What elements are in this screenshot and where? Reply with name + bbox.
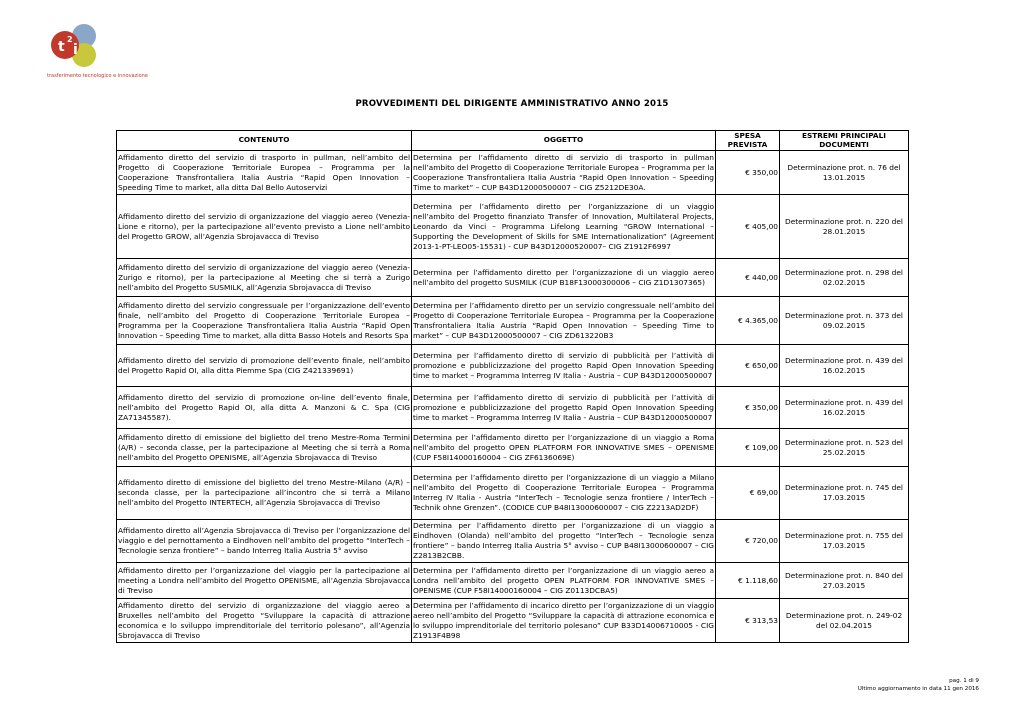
table-row (117, 259, 909, 297)
cell-spesa: € 313,53 (716, 599, 780, 643)
cell-contenuto: Affidamento diretto all’Agenzia Sbrojavacca di Treviso per l’organizzazione del viaggio e del pernottamento a Eindhoven nell’ambito del progetto “InterTech – Tecnologie senza frontiere” – bando Interreg Italia Austria 5° avviso (117, 520, 412, 563)
page-footer (858, 677, 979, 693)
table-row (117, 151, 909, 195)
cell-oggetto: Determina per l’affidamento diretto per l’organizzazione di un viaggio nell’ambito del Progetto finanziato Transfer of Innovation, Multilateral Projects, Leonardo da Vinci – Programma Lifelong Learning “GROW International – Supporting the Development of Skills for SME Internationalization” (Agreement 2013-1-PT-LEO05-15531) - CUP B43D12000520007– CIG Z1912F6997 (412, 195, 716, 259)
cell-oggetto: Determina per l’affidamento diretto per un servizio congressuale nell’ambito del Progetto di Cooperazione Territoriale Europea – Programma per la Cooperazione Transfrontaliera Italia Austria “Rapid Open Innovation – Speeding Time to market” – CUP B43D12000500007 – CIG ZD613220B3 (412, 297, 716, 345)
cell-spesa: € 109,00 (716, 429, 780, 467)
cell-estremi: Determinazione prot. n. 76 del 13.01.2015 (780, 151, 909, 195)
table-row (117, 520, 909, 563)
document-title: PROVVEDIMENTI DEL DIRIGENTE AMMINISTRATIVO ANNO 2015 (355, 99, 669, 109)
cell-spesa: € 4.365,00 (716, 297, 780, 345)
provvedimenti-table (116, 130, 909, 643)
cell-estremi: Determinazione prot. n. 755 del 17.03.2015 (780, 520, 909, 563)
cell-oggetto: Determina per l’affidamento diretto per l’organizzazione di un viaggio a Eindhoven (Olanda) nell’ambito del progetto “InterTech – Tecnologie senza frontiere” – bando Interreg Italia Austria 5° avviso – CUP B48I13000600007 – CIG Z2813B2CBB. (412, 520, 716, 563)
cell-oggetto: Determina per l’affidamento diretto per l’organizzazione di un viaggio aereo a Londra nell’ambito del progetto OPEN PLATFORM FOR INNOVATIVE SMES – OPENISME (CUP F58I14000160004 – CIG Z0113DCBA5) (412, 563, 716, 599)
cell-oggetto: Determina per l’affidamento diretto di servizio di pubblicità per l’attività di promozione e pubblicizzazione del progetto Rapid Open Innovation Speeding time to market – Programma Interreg IV Italia - Austria – CUP B43D12000500007 (412, 345, 716, 387)
header-spesa: SPESA PREVISTA (716, 131, 780, 151)
cell-contenuto: Affidamento diretto del servizio di promozione on-line dell’evento finale, nell’ambito del Progetto Rapid OI, alla ditta A. Manzoni & C. Spa (CIG ZA71345587). (117, 387, 412, 429)
cell-estremi: Determinazione prot. n. 745 del 17.03.2015 (780, 467, 909, 520)
cell-estremi: Determinazione prot. n. 439 del 16.02.2015 (780, 387, 909, 429)
cell-oggetto: Determina per l’affidamento diretto di servizio di pubblicità per l’attività di promozione e pubblicizzazione del progetto Rapid Open Innovation Speeding time to market – Programma Interreg IV Italia - Austria – CUP B43D12000500007 (412, 387, 716, 429)
header-estremi: ESTREMI PRINCIPALI DOCUMENTI (780, 131, 909, 151)
cell-spesa: € 350,00 (716, 387, 780, 429)
cell-estremi: Determinazione prot. n. 220 del 28.01.2015 (780, 195, 909, 259)
table-row (117, 195, 909, 259)
header-contenuto: CONTENUTO (117, 131, 412, 151)
cell-spesa: € 1.118,60 (716, 563, 780, 599)
table-row (117, 599, 909, 643)
table-row (117, 297, 909, 345)
cell-estremi: Determinazione prot. n. 523 del 25.02.2015 (780, 429, 909, 467)
cell-contenuto: Affidamento diretto del servizio di organizzazione del viaggio aereo (Venezia-Zurigo e ritorno), per la partecipazione al Meeting che si terrà a Zurigo nell’ambito del Progetto SUSMILK, all’Agenzia Sbrojavacca di Treviso (117, 259, 412, 297)
cell-spesa: € 350,00 (716, 151, 780, 195)
cell-contenuto: Affidamento diretto del servizio di organizzazione del viaggio aereo a Bruxelles nell’ambito del Progetto “Sviluppare la capacità di attrazione economica e lo sviluppo imprenditoriale del territorio polesano”, all’Agenzia Sbrojavacca di Treviso (117, 599, 412, 643)
cell-contenuto: Affidamento diretto del servizio di organizzazione del viaggio aereo (Venezia-Lione e ritorno), per la partecipazione all’evento previsto a Lione nell’ambito del Progetto GROW, all’Agenzia Sbrojavacca di Treviso (117, 195, 412, 259)
cell-contenuto: Affidamento diretto del servizio di promozione dell’evento finale, nell’ambito del Progetto Rapid OI, alla ditta Piemme Spa (CIG Z421339691) (117, 345, 412, 387)
cell-contenuto: Affidamento diretto per l’organizzazione del viaggio per la partecipazione al meeting a Londra nell’ambito del Progetto OPENISME, all’Agenzia Sbrojavacca di Treviso (117, 563, 412, 599)
cell-estremi: Determinazione prot. n. 373 del 09.02.2015 (780, 297, 909, 345)
cell-contenuto: Affidamento diretto di emissione del biglietto del treno Mestre-Roma Termini (A/R) – seconda classe, per la partecipazione al Meeting che si terrà a Roma nell’ambito del Progetto OPENISME, all’Agenzia Sbrojavacca di Treviso (117, 429, 412, 467)
cell-spesa: € 405,00 (716, 195, 780, 259)
svg-text:i: i (73, 42, 78, 58)
table-row (117, 387, 909, 429)
svg-text:2: 2 (67, 35, 73, 44)
header-oggetto: OGGETTO (412, 131, 716, 151)
table-row (117, 563, 909, 599)
cell-spesa: € 720,00 (716, 520, 780, 563)
cell-spesa: € 650,00 (716, 345, 780, 387)
table-row (117, 429, 909, 467)
last-updated: Ultimo aggiornamento in data 11 gen 2016 (857, 686, 979, 692)
table-row (117, 345, 909, 387)
cell-estremi: Determinazione prot. n. 249-02 del 02.04.2015 (780, 599, 909, 643)
cell-estremi: Determinazione prot. n. 298 del 02.02.2015 (780, 259, 909, 297)
t2i-logo (44, 22, 100, 70)
cell-oggetto: Determina per l’affidamento diretto per l’organizzazione di un viaggio a Milano nell’ambito del Progetto di Cooperazione Territoriale Europea – Programma Interreg IV Italia - Austria “InterTech – Tecnologie senza frontiere / InterTech – Technik ohne Grenzen”. (CODICE CUP B48I13000600007 – CIG Z2213AD2DF) (412, 467, 716, 520)
logo-caption: trasferimento tecnologico e innovazione (47, 73, 148, 79)
cell-contenuto: Affidamento diretto di emissione del biglietto del treno Mestre-Milano (A/R) – seconda classe, per la partecipazione all’incontro che si terrà a Milano nell’ambito del Progetto INTERTECH, all’Agenzia Sbrojavacca di Treviso (117, 467, 412, 520)
cell-estremi: Determinazione prot. n. 439 del 16.02.2015 (780, 345, 909, 387)
cell-estremi: Determinazione prot. n. 840 del 27.03.2015 (780, 563, 909, 599)
cell-oggetto: Determina per l’affidamento diretto per l’organizzazione di un viaggio a Roma nell’ambito del progetto OPEN PLATFORM FOR INNOVATIVE SMES – OPENISME (CUP F58I14000160004 – CIG ZF6136069E) (412, 429, 716, 467)
cell-oggetto: Determina per l’affidamento diretto per l’organizzazione di un viaggio aereo nell’ambito del progetto SUSMILK (CUP B18F13000300006 – CIG Z1D1307365) (412, 259, 716, 297)
cell-oggetto: Determina per l’affidamento diretto di servizio di trasporto in pullman nell’ambito del Progetto di Cooperazione Territoriale Europea – Programma per la Cooperazione Transfrontaliera Italia Austria “Rapid Open Innovation – Speeding Time to market” – CUP B43D12000500007 – CIG Z5212DE30A. (412, 151, 716, 195)
cell-contenuto: Affidamento diretto del servizio di trasporto in pullman, nell’ambito del Progetto di Cooperazione Territoriale Europea – Programma per la Cooperazione Transfrontaliera Italia Austria “Rapid Open Innovation – Speeding Time to market, alla ditta Dal Bello Autoservizi (117, 151, 412, 195)
cell-contenuto: Affidamento diretto del servizio congressuale per l’organizzazione dell’evento finale, nell’ambito del Progetto di Cooperazione Territoriale Europea – Programma per la Cooperazione Transfrontaliera Italia Austria “Rapid Open Innovation – Speeding Time to market, alla ditta Basso Hotels and Resorts Spa (117, 297, 412, 345)
table-header-row (117, 131, 909, 151)
cell-spesa: € 69,00 (716, 467, 780, 520)
cell-oggetto: Determina per l’affidamento di incarico diretto per l’organizzazione di un viaggio aereo nell’ambito del Progetto “Sviluppare la capacità di attrazione economica e lo sviluppo imprenditoriale del territorio polesano” CUP B33D14006710005 - CIG Z1913F4B98 (412, 599, 716, 643)
cell-spesa: € 440,00 (716, 259, 780, 297)
table-row (117, 467, 909, 520)
page-number: pag. 1 di 9 (949, 678, 979, 684)
svg-text:t: t (58, 39, 65, 55)
